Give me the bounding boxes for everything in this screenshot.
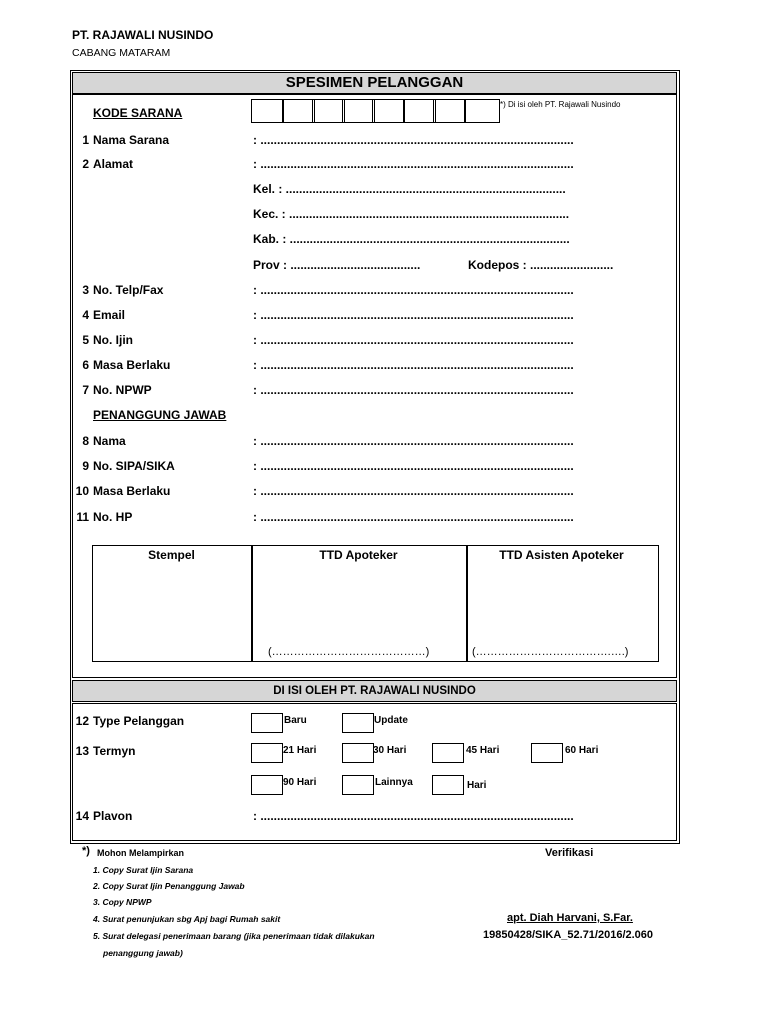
kode-sarana-cell[interactable] bbox=[372, 99, 405, 123]
field-number: 2 bbox=[82, 157, 89, 171]
termyn-lainnya-label: Lainnya bbox=[375, 777, 413, 788]
field-number: 3 bbox=[82, 283, 89, 297]
field-number: 4 bbox=[82, 308, 89, 322]
type-pelanggan-label: Type Pelanggan bbox=[93, 714, 185, 728]
verifikasi-label: Verifikasi bbox=[545, 847, 594, 859]
field-label-ijin: No. Ijin bbox=[93, 333, 133, 347]
kode-sarana-cell[interactable] bbox=[403, 99, 436, 123]
field-label-email: Email bbox=[93, 308, 126, 322]
field-label-telp: No. Telp/Fax bbox=[93, 283, 164, 297]
field-number: 13 bbox=[75, 744, 89, 758]
internal-section-title: DI ISI OLEH PT. RAJAWALI NUSINDO bbox=[72, 680, 677, 702]
field-value-npwp[interactable]: : .............................................................................................. bbox=[253, 383, 574, 397]
termyn-45-label: 45 Hari bbox=[466, 745, 500, 756]
field-value-prov[interactable]: Prov : ....................................... bbox=[253, 258, 421, 272]
field-value-nama[interactable]: : .............................................................................................. bbox=[253, 434, 574, 448]
type-update-label: Update bbox=[374, 715, 408, 726]
kode-sarana-cell[interactable] bbox=[342, 99, 375, 123]
termyn-30-checkbox[interactable] bbox=[342, 743, 374, 763]
kode-sarana-cell[interactable] bbox=[282, 99, 315, 123]
termyn-21-label: 21 Hari bbox=[283, 745, 317, 756]
field-number: 1 bbox=[82, 133, 89, 147]
field-value-sipa[interactable]: : .............................................................................................. bbox=[253, 459, 574, 473]
kode-sarana-cell[interactable] bbox=[251, 99, 284, 123]
field-value-masa-berlaku[interactable]: : .............................................................................................. bbox=[253, 358, 574, 372]
field-label-npwp: No. NPWP bbox=[93, 383, 152, 397]
field-label-nama-sarana: Nama Sarana bbox=[93, 133, 170, 147]
field-number: 6 bbox=[82, 358, 89, 372]
type-baru-label: Baru bbox=[284, 715, 307, 726]
termyn-60-checkbox[interactable] bbox=[531, 743, 563, 763]
stempel-title: Stempel bbox=[148, 548, 195, 562]
field-value-telp[interactable]: : .............................................................................................. bbox=[253, 283, 574, 297]
ttd-apoteker-title: TTD Apoteker bbox=[319, 548, 398, 562]
kode-sarana-cell[interactable] bbox=[312, 99, 345, 123]
attachment-item: 3. Copy NPWP bbox=[93, 897, 152, 907]
footnote-star: *) bbox=[82, 845, 90, 857]
termyn-90-label: 90 Hari bbox=[283, 777, 317, 788]
field-value-kodepos[interactable]: Kodepos : ......................... bbox=[468, 258, 614, 272]
attachment-item: 2. Copy Surat Ijin Penanggung Jawab bbox=[93, 881, 245, 891]
stempel-box[interactable] bbox=[92, 545, 253, 662]
termyn-21-checkbox[interactable] bbox=[251, 743, 283, 763]
field-value-hp[interactable]: : .............................................................................................. bbox=[253, 510, 574, 524]
signer-name: apt. Diah Harvani, S.Far. bbox=[507, 912, 633, 924]
ttd-asisten-title: TTD Asisten Apoteker bbox=[499, 548, 624, 562]
termyn-30-label: 30 Hari bbox=[373, 745, 407, 756]
plavon-value[interactable]: : .............................................................................................. bbox=[253, 809, 574, 823]
ttd-asisten-box[interactable] bbox=[466, 545, 659, 662]
termyn-60-label: 60 Hari bbox=[565, 745, 599, 756]
kode-sarana-cell[interactable] bbox=[433, 99, 466, 123]
field-value-kab[interactable]: Kab. : .................................................................................... bbox=[253, 232, 570, 246]
apoteker-name-line: (……………………………………) bbox=[268, 646, 430, 658]
branch-name: CABANG MATARAM bbox=[72, 47, 171, 59]
company-name: PT. RAJAWALI NUSINDO bbox=[72, 28, 214, 42]
field-number: 7 bbox=[82, 383, 89, 397]
field-number: 14 bbox=[75, 809, 89, 823]
field-value-nama-sarana[interactable]: : .............................................................................................. bbox=[253, 133, 574, 147]
field-number: 9 bbox=[82, 459, 89, 473]
field-label-hp: No. HP bbox=[93, 510, 133, 524]
asisten-name-line: (……………………………….….) bbox=[472, 646, 629, 658]
field-label-nama: Nama bbox=[93, 434, 126, 448]
attachment-item: 5. Surat delegasi penerimaan barang (jika penerimaan tidak dilakukan bbox=[93, 931, 375, 941]
field-number: 11 bbox=[76, 510, 89, 524]
mohon-melampirkan: Mohon Melampirkan bbox=[97, 848, 185, 858]
plavon-label: Plavon bbox=[93, 809, 133, 823]
field-number: 5 bbox=[82, 333, 89, 347]
field-label-masa-berlaku-2: Masa Berlaku bbox=[93, 484, 171, 498]
termyn-90-checkbox[interactable] bbox=[251, 775, 283, 795]
termyn-lainnya-checkbox[interactable] bbox=[342, 775, 374, 795]
form-title: SPESIMEN PELANGGAN bbox=[72, 72, 677, 94]
termyn-hari-label: Hari bbox=[467, 780, 487, 791]
field-label-alamat: Alamat bbox=[93, 157, 134, 171]
field-number: 8 bbox=[82, 434, 89, 448]
type-baru-checkbox[interactable] bbox=[251, 713, 283, 733]
type-update-checkbox[interactable] bbox=[342, 713, 374, 733]
ttd-apoteker-box[interactable] bbox=[251, 545, 468, 662]
attachment-item: penanggung jawab) bbox=[103, 948, 183, 958]
field-value-kec[interactable]: Kec. : .................................................................................... bbox=[253, 207, 570, 221]
field-number: 10 bbox=[75, 484, 89, 498]
kode-sarana-note: *) Di isi oleh PT. Rajawali Nusindo bbox=[500, 100, 621, 109]
field-number: 12 bbox=[75, 714, 89, 728]
kode-sarana-label: KODE SARANA bbox=[93, 106, 183, 120]
field-value-alamat[interactable]: : .............................................................................................. bbox=[253, 157, 574, 171]
attachment-item: 1. Copy Surat Ijin Sarana bbox=[93, 865, 194, 875]
field-value-kel[interactable]: Kel. : .................................................................................... bbox=[253, 182, 566, 196]
field-label-sipa: No. SIPA/SIKA bbox=[93, 459, 175, 473]
penanggung-jawab-heading: PENANGGUNG JAWAB bbox=[93, 408, 227, 422]
kode-sarana-cell[interactable] bbox=[464, 99, 500, 123]
field-label-masa-berlaku: Masa Berlaku bbox=[93, 358, 171, 372]
termyn-45-checkbox[interactable] bbox=[432, 743, 464, 763]
attachment-item: 4. Surat penunjukan sbg Apj bagi Rumah sakit bbox=[93, 914, 281, 924]
field-value-ijin[interactable]: : .............................................................................................. bbox=[253, 333, 574, 347]
termyn-label: Termyn bbox=[93, 744, 136, 758]
field-value-masa-berlaku-2[interactable]: : .............................................................................................. bbox=[253, 484, 574, 498]
signer-license: 19850428/SIKA_52.71/2016/2.060 bbox=[483, 929, 654, 941]
termyn-hari-checkbox[interactable] bbox=[432, 775, 464, 795]
field-value-email[interactable]: : .............................................................................................. bbox=[253, 308, 574, 322]
